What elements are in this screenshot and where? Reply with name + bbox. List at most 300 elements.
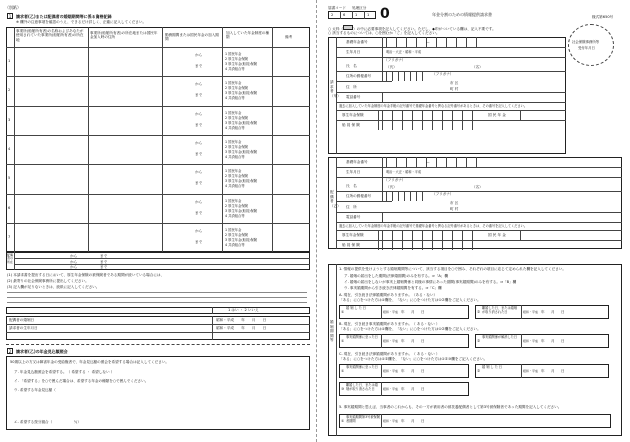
date-row-number: ① [341, 419, 345, 423]
digit-cell [432, 120, 433, 130]
digit-cell [452, 120, 453, 130]
spouse-row1-to: まで [100, 254, 108, 258]
name-label: 氏 名 [346, 184, 357, 188]
date-era[interactable]: 昭和・平成 [523, 369, 539, 373]
date-day: 日 [561, 339, 565, 343]
date-era[interactable]: 昭和・平成 [523, 310, 539, 314]
h [336, 120, 566, 121]
date-month: 月 [551, 369, 555, 373]
header-period: 勤務期間または国民年金の加入期間 [165, 33, 219, 42]
code-cell-divider [364, 11, 365, 19]
pension-type-option[interactable]: 2 厚生年金保険 [225, 203, 248, 208]
date-year: 年 [401, 369, 405, 373]
note-1: (1) 本請求書を提出する日において、厚生年金保険の被保険者である期間が続いている場合には、 [7, 273, 165, 277]
pension-type-option[interactable]: 2 厚生年金保険 [225, 115, 248, 120]
address-kana-label: （フリガナ） [432, 72, 454, 76]
pension-type-option[interactable]: 3 厚生年金(船員)保険 [225, 179, 258, 184]
address-label: 住 所 [346, 205, 357, 209]
digit-cell [466, 157, 467, 167]
header-remarks: 備考 [285, 35, 293, 39]
digit-cell [432, 230, 433, 240]
date-month: 月 [411, 419, 415, 423]
pension-type-option[interactable]: 4 共済組合等 [225, 154, 245, 159]
digit-cell [462, 230, 463, 240]
row-divider [6, 76, 310, 77]
name-label: 氏 名 [346, 64, 357, 68]
period-from[interactable]: から [195, 170, 203, 175]
date-month: 月 [411, 387, 415, 391]
date-month: 月 [411, 369, 415, 373]
pension-type-option[interactable]: 2 厚生年金保険 [225, 174, 248, 179]
digit-cell [392, 230, 393, 240]
kosei-label: 厚生年金保険 [342, 113, 364, 117]
v [381, 414, 382, 428]
date-row-label: 事実婚期間第3号被保険者期間 [346, 415, 380, 423]
address-kana-label: （フリガナ） [432, 192, 454, 196]
pension-type-option[interactable]: 2 厚生年金保険 [225, 86, 248, 91]
v [382, 157, 383, 167]
pension-number-label: 基礎年金番号 [346, 40, 368, 44]
stamp-line-1: 社会保険事務所等 [572, 40, 600, 44]
digit-cell [422, 230, 423, 240]
digit-cell [406, 37, 407, 47]
digit-cell [472, 230, 473, 240]
codes-label: 届書コード [328, 6, 346, 10]
digit-cell [392, 240, 393, 250]
digit-cell [412, 230, 413, 240]
date-month: 月 [551, 310, 555, 314]
pension-type-option[interactable]: 3 厚生年金(船員)保険 [225, 62, 258, 66]
date-row-label: 事実婚関係に至った日 [346, 335, 378, 339]
digit-cell [406, 157, 407, 167]
h [336, 92, 566, 93]
digit-cell [476, 157, 477, 167]
question-a: A. 現在、引き続き法律婚期間がありますか。（ある・ない） [339, 293, 438, 297]
left-page [0, 0, 313, 442]
row-number: 3 [8, 117, 11, 122]
header-location: 事業所(船舶所有者)の所在地または国民年金加入時の住所 [90, 31, 158, 40]
digit-cell [422, 120, 423, 130]
date-row-label: 事実婚関係が解消した日 [482, 335, 518, 339]
date-month: 月 [551, 339, 555, 343]
digit-cell [402, 240, 403, 250]
pension-type-option[interactable]: 1 国民年金 [225, 227, 242, 232]
pension-type-option[interactable]: 4 共済組合等 [225, 213, 245, 218]
pension-type-option[interactable]: 4 共済組合等 [225, 184, 245, 189]
postal-cell [392, 71, 393, 81]
option-a[interactable]: ア. 婚姻の届出をした期間(法律婚期間)のみを有する。⇒「A」欄 [344, 274, 448, 278]
h [336, 191, 622, 192]
note-3: (3) 記入欄が足りないときは、続紙に記入してください。 [7, 285, 100, 289]
date-year: 年 [401, 387, 405, 391]
h [336, 212, 622, 213]
date-day: 日 [421, 369, 425, 373]
date-row-number: ① [341, 339, 345, 343]
town-label: 町 村 [450, 207, 459, 211]
digit-cell [392, 110, 393, 120]
instruction-1-a: ○ 太枠（ [328, 27, 344, 31]
pension-type-option[interactable]: 2 厚生年金保険 [225, 144, 248, 149]
row-divider [6, 106, 310, 107]
h [336, 222, 622, 223]
v [382, 37, 383, 47]
period-from[interactable]: から [195, 82, 203, 87]
code-digit: 1 [367, 13, 370, 17]
digit-cell [456, 157, 457, 167]
kosei-label: 厚生年金保険 [342, 233, 364, 237]
receipt-stamp-circle [568, 24, 614, 66]
digit-cell [452, 230, 453, 240]
projection-item-b[interactable]: イ. 「希望する」を○で囲んだ場合は、希望する年金の種類を○で囲んでください。 [14, 379, 149, 383]
h [336, 102, 566, 103]
period-from[interactable]: から [195, 53, 203, 57]
address-label: 住 所 [346, 85, 357, 89]
postal-cell [422, 71, 423, 81]
row-number: 7 [8, 234, 11, 239]
v [382, 191, 383, 201]
pension-type-option[interactable]: 1 国民年金 [225, 139, 242, 144]
period-from[interactable]: から [195, 199, 203, 204]
digit-cell [442, 240, 443, 250]
digit-cell [452, 240, 453, 250]
h [336, 110, 566, 111]
date-month: 月 [411, 310, 415, 314]
spouse-location-table [6, 252, 310, 270]
digit-cell [442, 230, 443, 240]
digit-cell [432, 240, 433, 250]
digit-cell [446, 37, 447, 47]
spouse-row3-to: まで [100, 265, 108, 269]
kokumin-label: 国 民 年 金 [488, 233, 506, 237]
projection-item-c[interactable]: ウ. 希望する年金見込額（ [14, 388, 56, 392]
date-era[interactable]: 昭和・平成 [383, 419, 399, 423]
date-row-label: 婚 姻 し た 日 [346, 306, 366, 310]
question-c: C. 現在、引き続き法律婚期間がありますか。（ ある・ない ） [339, 352, 440, 356]
code-digit: 1 [355, 13, 358, 17]
spouse-location-label: 配偶者の所在 [7, 253, 14, 264]
digit-cell [472, 120, 473, 130]
furigana-label: （フリガナ） [384, 58, 406, 62]
row-number: 6 [8, 205, 11, 210]
period-to[interactable]: まで [195, 151, 203, 156]
option-b[interactable]: イ. 婚姻の届出をしないが事実上婚姻関係と同様の事情にあった期間(事実婚期間)のみを有する。⇒「B」欄 [344, 280, 517, 284]
ward-label: 市 区 [450, 81, 459, 85]
v [381, 334, 382, 348]
row-divider [6, 223, 310, 224]
question-a-note: 「ある」に○をつけた方は①欄を、「ない」に○をつけた方は①②欄をご記入ください。 [339, 298, 481, 302]
period-to[interactable]: まで [195, 122, 203, 127]
doc-tag: （別紙） [5, 5, 21, 10]
digit-cell [472, 240, 473, 250]
digit-cell [422, 110, 423, 120]
pension-type-option[interactable]: 3 厚生年金(船員)保険 [225, 208, 258, 213]
postal-cell [398, 191, 399, 201]
birth-era-options[interactable]: 明治・大正・昭和・平成 [386, 170, 422, 174]
furigana-label: （フリガナ） [384, 178, 406, 182]
projection-item-a[interactable]: ア. 年金見込額照会を希望する。（ 希望する ・ 希望しない ） [14, 370, 115, 374]
h [336, 201, 392, 202]
h [336, 177, 622, 178]
postal-cell [404, 191, 405, 201]
question-b: B. 現在、引き続き事実婚期間がありますか。（ ある・ない ） [339, 322, 440, 326]
senin-label: 船 員 保 険 [342, 123, 360, 127]
form-number: 様式第650号 [592, 15, 614, 19]
date-row-label: 婚 姻 し た 日 [482, 365, 502, 369]
row-divider [6, 194, 310, 195]
section-1-title: 請求者(乙)または配偶者の婚姻期間等に係る資格記録 [16, 14, 112, 19]
digit-cell [412, 240, 413, 250]
yes-no-option[interactable]: 1 はい ・ 2 いいえ [228, 308, 259, 312]
instruction-2: ○ 該当するものについては、○を囲むか「ご」を記入してください。 [328, 31, 440, 35]
pension-type-option[interactable]: 1 国民年金 [225, 52, 242, 56]
digit-cell [442, 120, 443, 130]
ward-label: 市 区 [450, 201, 459, 205]
date-row-label: 離婚した日、または婚姻が取り消された日 [482, 306, 518, 314]
v [382, 92, 383, 102]
digit-cell [462, 240, 463, 250]
right-page [322, 0, 630, 442]
date-day: 日 [421, 339, 425, 343]
digit-cell [432, 110, 433, 120]
v [520, 230, 521, 240]
period-to[interactable]: まで [195, 93, 203, 98]
v [520, 110, 521, 120]
pension-type-option[interactable]: 2 厚生年金保険 [225, 57, 248, 61]
postal-cell [386, 71, 387, 81]
postal-cell [410, 191, 411, 201]
marriage-date-value[interactable]: 昭和・平成 年 月 日 [216, 318, 267, 322]
pension-type-option[interactable]: 1 国民年金 [225, 198, 242, 203]
pension-type-option[interactable]: 4 共済組合等 [225, 125, 245, 130]
pension-type-option[interactable]: 1 国民年金 [225, 169, 242, 174]
date-day: 日 [561, 310, 565, 314]
v [381, 305, 382, 319]
projection-item-d[interactable]: エ. 希望する按分割合（ ％） [14, 420, 81, 424]
date-row-number: ① [341, 369, 345, 373]
senin-label: 船 員 保 険 [342, 243, 360, 247]
phone-label: 電話番号 [346, 215, 361, 219]
note-2: (2) 最寄りの社会保険事務所に提出してください。 [7, 279, 89, 283]
birth-date-value[interactable]: 昭和・平成 年 月 日 [216, 326, 267, 330]
v [382, 177, 383, 191]
postal-code-label: 住所の郵便番号 [346, 74, 372, 78]
header-pension-type: 加入していた年金制度の種類 [226, 31, 270, 40]
date-row-label: 離婚した日、または婚姻が取り消された日 [346, 383, 378, 391]
stamp-line-2: 受付年月日 [578, 46, 595, 50]
postal-cell [386, 191, 387, 201]
pension-number-dash: — [426, 160, 430, 164]
date-year: 年 [401, 419, 405, 423]
v [382, 71, 383, 81]
surname-field[interactable]: （氏） [386, 65, 397, 69]
digit-cell [392, 120, 393, 130]
projection-text: 50歳以上の方又は障害年金の受給権者で、年金見込額の照会を希望する場合は記入してください。 [10, 360, 170, 364]
row-number: 5 [8, 176, 11, 181]
applicant-side-label: 請求者（甲） [330, 80, 341, 98]
v [521, 364, 522, 378]
previous-number-note: 過去に加入していた年金制度の年金手帳の記号番号で基礎年金番号と異なる記号番号があるときは、その番号を記入してください。 [339, 104, 528, 108]
row-number: 2 [8, 88, 11, 93]
pension-type-option[interactable]: 4 共済組合等 [225, 242, 245, 247]
pension-type-option[interactable]: 4 共済組合等 [225, 96, 245, 101]
pension-type-option[interactable]: 1 国民年金 [225, 81, 242, 86]
option-c[interactable]: ウ. 事実婚期間から引き続き法律婚期間を有する。⇒「C」欄 [344, 286, 442, 290]
v [382, 167, 383, 177]
date-year: 年 [401, 310, 405, 314]
date-year: 年 [541, 310, 545, 314]
row-number: 1 [8, 59, 11, 63]
previous-number-note: 過去に加入していた年金制度の年金手帳の記号番号で基礎年金番号と異なる記号番号があるときは、その番号を記入してください。 [339, 224, 528, 228]
digit-cell [412, 120, 413, 130]
period-from[interactable]: から [195, 228, 203, 233]
date-era[interactable]: 昭和・平成 [523, 339, 539, 343]
pension-type-option[interactable]: 4 共済組合等 [225, 67, 245, 71]
question-c-note: 「ある」に○をつけた方は①②欄を、「ない」に○をつけた方は①②③欄をご記入ください。 [339, 357, 488, 361]
applicant-block [328, 37, 566, 154]
given-name-field[interactable]: （名） [472, 185, 483, 189]
digit-cell [442, 110, 443, 120]
digit-cell [402, 230, 403, 240]
date-row-number: ② [477, 369, 481, 373]
row-divider [6, 164, 310, 165]
digit-cell [382, 230, 383, 240]
postal-cell [422, 191, 423, 201]
processing-digit: 0 [380, 6, 390, 22]
digit-cell [396, 157, 397, 167]
digit-cell [436, 37, 437, 47]
date-month: 月 [411, 339, 415, 343]
question-b-note: 「ある」に○をつけた方は①欄を、「ない」に○をつけた方は①②欄をご記入ください。 [339, 327, 481, 331]
date-row-number: ① [341, 310, 345, 314]
pension-type-option[interactable]: 3 厚生年金(船員)保険 [225, 149, 258, 154]
date-day: 日 [421, 387, 425, 391]
form-title: 年金分割のための情報提供請求書 [432, 12, 492, 17]
section-2-number: 2 [8, 349, 12, 354]
date-year: 年 [401, 339, 405, 343]
period-to[interactable]: まで [195, 210, 203, 215]
row-number: 4 [8, 146, 11, 151]
code-digit: 6 [343, 13, 346, 17]
history-table [6, 27, 310, 252]
phone-label: 電話番号 [346, 95, 361, 99]
spouse-row3-from: から [70, 265, 78, 269]
digit-cell [452, 110, 453, 120]
pension-type-option[interactable]: 2 厚生年金保険 [225, 232, 248, 237]
postal-cell [398, 71, 399, 81]
birth-date-label: 生年月日 [346, 50, 361, 54]
digit-cell [386, 157, 387, 167]
page-divider [316, 0, 317, 442]
date-row-number: ② [477, 310, 481, 314]
date-era[interactable]: 昭和・平成 [383, 310, 399, 314]
pension-type-option[interactable]: 1 国民年金 [225, 110, 242, 115]
header-employer: 事業所(船舶所有者)の名称およびあなたが使用されていた事業所(船舶所有者)の所在地 [16, 29, 84, 42]
digit-cell [446, 157, 447, 167]
pension-number-label: 基礎年金番号 [346, 160, 368, 164]
spouse-side-label: 配偶者（乙） [330, 190, 341, 208]
h [336, 47, 566, 48]
v [382, 57, 383, 71]
marriage-date-label: 配偶者の婚姻日 [9, 318, 35, 322]
pension-type-option[interactable]: 3 厚生年金(船員)保険 [225, 120, 258, 125]
digit-cell [386, 37, 387, 47]
v [382, 212, 383, 222]
pension-type-option[interactable]: 3 厚生年金(船員)保険 [225, 237, 258, 242]
spouse-row1-from: から [70, 254, 78, 258]
date-year: 年 [541, 339, 545, 343]
date-day: 日 [421, 419, 425, 423]
v [521, 305, 522, 319]
digit-cell [466, 37, 467, 47]
marriage-period-side-label: 婚姻期間等 [330, 320, 334, 343]
yes-no-box [6, 307, 310, 314]
date-row-number: ③ [341, 387, 345, 391]
pension-type-option[interactable]: 3 厚生年金(船員)保険 [225, 91, 258, 96]
birth-era-options[interactable]: 明治・大正・昭和・平成 [386, 50, 422, 54]
v [381, 364, 382, 378]
digit-cell [456, 37, 457, 47]
date-day: 日 [561, 369, 565, 373]
surname-field[interactable]: （氏） [386, 185, 397, 189]
digit-cell [476, 37, 477, 47]
period-to[interactable]: まで [195, 181, 203, 186]
date-era[interactable]: 昭和・平成 [383, 387, 399, 391]
projection-box [6, 356, 310, 430]
date-row-number: ② [477, 339, 481, 343]
spouse-block [328, 157, 622, 249]
date-era[interactable]: 昭和・平成 [383, 369, 399, 373]
v [381, 382, 382, 396]
instruction-1-b: ）の中に必要事項を記入してください。ただし、◆印がついている欄は、記入不要です。 [353, 27, 496, 31]
digit-cell [402, 120, 403, 130]
period-to[interactable]: まで [195, 239, 203, 244]
digit-cell [462, 110, 463, 120]
postal-cell [416, 191, 417, 201]
period-from[interactable]: から [195, 140, 203, 145]
h [336, 57, 566, 58]
h [336, 167, 622, 168]
digit-cell [472, 110, 473, 120]
postal-cell [410, 71, 411, 81]
code-digit: 2 [331, 13, 334, 17]
code-cell-divider [340, 11, 341, 19]
date-year: 年 [541, 369, 545, 373]
spouse-row2-from: から [70, 260, 78, 264]
digit-cell [416, 37, 417, 47]
row-divider [6, 135, 310, 136]
h [336, 240, 622, 241]
kokumin-label: 国 民 年 金 [488, 113, 506, 117]
digit-cell [436, 157, 437, 167]
town-label: 町 村 [450, 87, 459, 91]
period-from[interactable]: から [195, 111, 203, 116]
processing-label: 処理区分 [352, 6, 367, 10]
section-2-title: 請求者(乙)の年金見込額照会 [16, 349, 68, 354]
code-cell-divider [352, 11, 353, 19]
given-name-field[interactable]: （名） [472, 65, 483, 69]
date-era[interactable]: 昭和・平成 [383, 339, 399, 343]
date-row-label: 事実婚関係に至った日 [346, 365, 378, 369]
postal-cell [416, 71, 417, 81]
digit-cell [422, 240, 423, 250]
postal-code-label: 住所の郵便番号 [346, 194, 372, 198]
section-1-number: 1 [8, 14, 12, 19]
digit-cell [462, 120, 463, 130]
digit-cell [382, 110, 383, 120]
v [382, 47, 383, 57]
digit-cell [416, 157, 417, 167]
period-to[interactable]: まで [195, 64, 203, 68]
